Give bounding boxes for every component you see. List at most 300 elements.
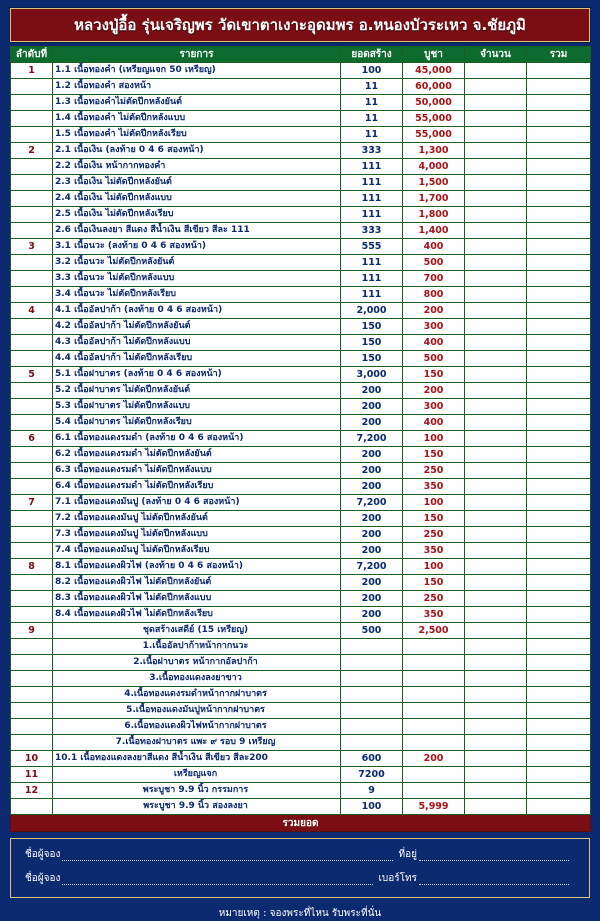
cell-qty: 7,200 [341, 431, 403, 447]
table-row [11, 495, 591, 511]
cell-qty: 111 [341, 175, 403, 191]
cell-qty: 111 [341, 159, 403, 175]
name-label: ชื่อผู้จอง [25, 849, 61, 860]
cell-no: 8 [11, 559, 53, 575]
table-row [11, 191, 591, 207]
cell-no [11, 207, 53, 223]
cell-qty: 11 [341, 127, 403, 143]
cell-item: 1.3 เนื้อทองคำไม่ตัดปีกหลังยันต์ [53, 95, 341, 111]
table-row [11, 623, 591, 639]
cell-no [11, 175, 53, 191]
cell-item: 5.4 เนื้อฝาบาตร ไม่ตัดปีกหลังเรียบ [53, 415, 341, 431]
cell-qty [341, 719, 403, 735]
cell-total[interactable] [527, 111, 591, 127]
price-list-table [10, 46, 591, 832]
cell-total[interactable] [527, 79, 591, 95]
cell-total[interactable] [527, 447, 591, 463]
table-row [11, 319, 591, 335]
cell-no [11, 287, 53, 303]
cell-total[interactable] [527, 623, 591, 639]
cell-price: 350 [403, 543, 465, 559]
cell-total[interactable] [527, 575, 591, 591]
cell-no [11, 95, 53, 111]
cell-no: 11 [11, 767, 53, 783]
cell-no: 6 [11, 431, 53, 447]
cell-amount[interactable] [465, 431, 527, 447]
cell-amount[interactable] [465, 271, 527, 287]
cell-price: 250 [403, 591, 465, 607]
address-input[interactable] [419, 849, 569, 861]
cell-no: 12 [11, 783, 53, 799]
cell-qty [341, 735, 403, 751]
cell-price: 5,999 [403, 799, 465, 815]
cell-total[interactable] [527, 495, 591, 511]
cell-item: 2.6 เนื้อเงินลงยา สีแดง สีน้ำเงิน สีเขียว สีละ 111 [53, 223, 341, 239]
cell-item: 6.2 เนื้อทองแดงรมดำ ไม่ตัดปีกหลังยันต์ [53, 447, 341, 463]
table-row [11, 399, 591, 415]
cell-amount[interactable] [465, 479, 527, 495]
cell-item: 10.1 เนื้อทองแดงลงยาสีแดง สีน้ำเงิน สีเขียว สีละ200 [53, 751, 341, 767]
cell-no [11, 799, 53, 815]
cell-item: 8.1 เนื้อทองแดงผิวไฟ (ลงท้าย 0 4 6 สองหน้า) [53, 559, 341, 575]
cell-amount[interactable] [465, 287, 527, 303]
cell-total[interactable] [527, 431, 591, 447]
cell-total[interactable] [527, 527, 591, 543]
cell-qty: 100 [341, 799, 403, 815]
cell-item: 2.2 เนื้อเงิน หน้ากากทองคำ [53, 159, 341, 175]
cell-item: พระบูชา 9.9 นิ้ว สองลงยา [53, 799, 341, 815]
cell-total[interactable] [527, 303, 591, 319]
cell-no: 1 [11, 63, 53, 79]
cell-qty: 200 [341, 527, 403, 543]
cell-total[interactable] [527, 719, 591, 735]
cell-price: 1,300 [403, 143, 465, 159]
cell-amount[interactable] [465, 95, 527, 111]
cell-item: 2.1 เนื้อเงิน (ลงท้าย 0 4 6 สองหน้า) [53, 143, 341, 159]
column-header-item: รายการ [53, 47, 341, 63]
cell-qty: 100 [341, 63, 403, 79]
cell-item: 7.2 เนื้อทองแดงมันปู ไม่ตัดปีกหลังยันต์ [53, 511, 341, 527]
table-row [11, 351, 591, 367]
table-row [11, 799, 591, 815]
cell-item: 3.4 เนื้อนวะ ไม่ตัดปีกหลังเรียบ [53, 287, 341, 303]
cell-item: 4.3 เนื้ออัลปาก้า ไม่ตัดปีกหลังแบบ [53, 335, 341, 351]
cell-no: 4 [11, 303, 53, 319]
cell-total[interactable] [527, 639, 591, 655]
cell-amount[interactable] [465, 415, 527, 431]
cell-price: 1,800 [403, 207, 465, 223]
cell-no [11, 415, 53, 431]
column-header-no: ลำดับที่ [11, 47, 53, 63]
cell-total[interactable] [527, 415, 591, 431]
cell-item: 4.4 เนื้ออัลปาก้า ไม่ตัดปีกหลังเรียบ [53, 351, 341, 367]
cell-price: 500 [403, 255, 465, 271]
cell-amount[interactable] [465, 383, 527, 399]
cell-qty: 7,200 [341, 559, 403, 575]
cell-price: 1,400 [403, 223, 465, 239]
cell-no [11, 255, 53, 271]
table-row [11, 303, 591, 319]
column-header-total: รวม [527, 47, 591, 63]
cell-qty: 11 [341, 111, 403, 127]
cell-amount[interactable] [465, 255, 527, 271]
cell-no [11, 735, 53, 751]
cell-qty: 3,000 [341, 367, 403, 383]
cell-total[interactable] [527, 559, 591, 575]
cell-no [11, 527, 53, 543]
cell-item: 2.3 เนื้อเงิน ไม่ตัดปีกหลังยันต์ [53, 175, 341, 191]
cell-amount[interactable] [465, 735, 527, 751]
cell-no: 2 [11, 143, 53, 159]
cell-amount[interactable] [465, 447, 527, 463]
table-row [11, 783, 591, 799]
table-row [11, 431, 591, 447]
cell-price: 100 [403, 495, 465, 511]
cell-total[interactable] [527, 767, 591, 783]
cell-amount[interactable] [465, 543, 527, 559]
cell-total[interactable] [527, 463, 591, 479]
table-row [11, 415, 591, 431]
table-row [11, 671, 591, 687]
cell-total[interactable] [527, 687, 591, 703]
cell-qty: 500 [341, 623, 403, 639]
cell-amount[interactable] [465, 495, 527, 511]
table-row [11, 559, 591, 575]
cell-total[interactable] [527, 287, 591, 303]
cell-total[interactable] [527, 751, 591, 767]
cell-amount[interactable] [465, 703, 527, 719]
cell-price: 200 [403, 751, 465, 767]
cell-amount[interactable] [465, 223, 527, 239]
address-label: ที่อยู่ [398, 849, 417, 860]
cell-item: 8.2 เนื้อทองแดงผิวไฟ ไม่ตัดปีกหลังยันต์ [53, 575, 341, 591]
cell-total[interactable] [527, 319, 591, 335]
cell-amount[interactable] [465, 175, 527, 191]
table-row [11, 95, 591, 111]
cell-item: 6.1 เนื้อทองแดงรมดำ (ลงท้าย 0 4 6 สองหน้า) [53, 431, 341, 447]
cell-qty: 600 [341, 751, 403, 767]
cell-item: 7.เนื้อทองฝาบาตร แพะ ๙ รอบ 9 เหรียญ [53, 735, 341, 751]
cell-amount[interactable] [465, 127, 527, 143]
cell-price: 250 [403, 463, 465, 479]
cell-qty: 11 [341, 79, 403, 95]
cell-amount[interactable] [465, 575, 527, 591]
cell-no [11, 159, 53, 175]
cell-total[interactable] [527, 207, 591, 223]
cell-qty: 111 [341, 271, 403, 287]
table-row [11, 143, 591, 159]
booking-row-1 [25, 847, 575, 862]
cell-amount[interactable] [465, 639, 527, 655]
cell-total[interactable] [527, 255, 591, 271]
cell-amount[interactable] [465, 111, 527, 127]
cell-price: 60,000 [403, 79, 465, 95]
cell-no: 5 [11, 367, 53, 383]
cell-item: 1.เนื้ออัลปาก้าหน้ากากนวะ [53, 639, 341, 655]
cell-price: 200 [403, 303, 465, 319]
total-label: รวมยอด [11, 815, 591, 832]
cell-total[interactable] [527, 239, 591, 255]
cell-total[interactable] [527, 175, 591, 191]
cell-total[interactable] [527, 95, 591, 111]
cell-total[interactable] [527, 783, 591, 799]
cell-amount[interactable] [465, 671, 527, 687]
cell-qty [341, 671, 403, 687]
cell-price [403, 783, 465, 799]
page-title: หลวงปู่อื้อ รุ่นเจริญพร วัดเขาตาเงาะอุดมพร อ.หนองบัวระเหว จ.ชัยภูมิ [74, 16, 526, 34]
cell-price [403, 703, 465, 719]
cell-no [11, 607, 53, 623]
cell-total[interactable] [527, 127, 591, 143]
cell-total[interactable] [527, 383, 591, 399]
cell-qty: 200 [341, 447, 403, 463]
cell-price: 350 [403, 607, 465, 623]
table-row [11, 719, 591, 735]
cell-total[interactable] [527, 223, 591, 239]
cell-total[interactable] [527, 191, 591, 207]
cell-price: 45,000 [403, 63, 465, 79]
cell-total[interactable] [527, 543, 591, 559]
column-header-amount: จำนวน [465, 47, 527, 63]
cell-no [11, 191, 53, 207]
table-row [11, 767, 591, 783]
cell-price: 400 [403, 415, 465, 431]
name2-input[interactable] [62, 873, 372, 885]
cell-qty: 200 [341, 383, 403, 399]
cell-no [11, 463, 53, 479]
cell-price: 150 [403, 575, 465, 591]
cell-amount[interactable] [465, 335, 527, 351]
cell-item: เหรียญแจก [53, 767, 341, 783]
table-header-row [11, 47, 591, 63]
cell-amount[interactable] [465, 783, 527, 799]
cell-amount[interactable] [465, 687, 527, 703]
cell-total[interactable] [527, 335, 591, 351]
table-row [11, 703, 591, 719]
cell-no [11, 719, 53, 735]
cell-item: 3.3 เนื้อนวะ ไม่ตัดปีกหลังแบบ [53, 271, 341, 287]
cell-item: 2.5 เนื้อเงิน ไม่ตัดปีกหลังเรียบ [53, 207, 341, 223]
cell-qty: 200 [341, 479, 403, 495]
cell-qty: 7,200 [341, 495, 403, 511]
cell-total[interactable] [527, 799, 591, 815]
table-row [11, 239, 591, 255]
cell-total[interactable] [527, 63, 591, 79]
cell-total[interactable] [527, 479, 591, 495]
column-header-qty: ยอดสร้าง [341, 47, 403, 63]
cell-qty [341, 687, 403, 703]
cell-qty: 111 [341, 191, 403, 207]
cell-amount[interactable] [465, 767, 527, 783]
cell-amount[interactable] [465, 591, 527, 607]
table-body [11, 63, 591, 815]
phone-label: เบอร์โทร [378, 873, 417, 884]
cell-item: 1.2 เนื้อทองคำ สองหน้า [53, 79, 341, 95]
cell-amount[interactable] [465, 159, 527, 175]
cell-item: 5.เนื้อทองแดงมันปูหน้ากากฝาบาตร [53, 703, 341, 719]
cell-price: 500 [403, 351, 465, 367]
cell-amount[interactable] [465, 607, 527, 623]
cell-total[interactable] [527, 271, 591, 287]
cell-no [11, 671, 53, 687]
cell-qty: 200 [341, 511, 403, 527]
cell-price [403, 767, 465, 783]
cell-amount[interactable] [465, 207, 527, 223]
table-row [11, 511, 591, 527]
cell-no [11, 271, 53, 287]
cell-price: 150 [403, 447, 465, 463]
cell-total[interactable] [527, 367, 591, 383]
booking-row-2 [25, 871, 575, 886]
table-total-row [11, 815, 591, 832]
cell-no [11, 399, 53, 415]
cell-amount[interactable] [465, 719, 527, 735]
cell-amount[interactable] [465, 319, 527, 335]
cell-qty: 11 [341, 95, 403, 111]
footer-note: หมายเหตุ : จองพระที่ไหน รับพระที่นั่น [218, 908, 382, 919]
phone-input[interactable] [419, 873, 569, 885]
cell-amount[interactable] [465, 79, 527, 95]
cell-qty: 150 [341, 351, 403, 367]
table-row [11, 607, 591, 623]
cell-price: 300 [403, 399, 465, 415]
cell-amount[interactable] [465, 303, 527, 319]
table-row [11, 463, 591, 479]
cell-item: 7.1 เนื้อทองแดงมันปู (ลงท้าย 0 4 6 สองหน้า) [53, 495, 341, 511]
name2-label: ชื่อผู้จอง [25, 873, 61, 884]
table-row [11, 63, 591, 79]
cell-no: 3 [11, 239, 53, 255]
cell-price [403, 671, 465, 687]
table-row [11, 127, 591, 143]
cell-item: 5.2 เนื้อฝาบาตร ไม่ตัดปีกหลังยันต์ [53, 383, 341, 399]
table-row [11, 207, 591, 223]
cell-item: 4.2 เนื้ออัลปาก้า ไม่ตัดปีกหลังยันต์ [53, 319, 341, 335]
cell-total[interactable] [527, 607, 591, 623]
cell-item: 2.4 เนื้อเงิน ไม่ตัดปีกหลังแบบ [53, 191, 341, 207]
table-row [11, 287, 591, 303]
cell-price: 1,700 [403, 191, 465, 207]
cell-amount[interactable] [465, 751, 527, 767]
cell-price: 800 [403, 287, 465, 303]
cell-price [403, 719, 465, 735]
cell-price: 350 [403, 479, 465, 495]
cell-amount[interactable] [465, 399, 527, 415]
cell-qty: 200 [341, 415, 403, 431]
cell-total[interactable] [527, 735, 591, 751]
cell-qty: 333 [341, 223, 403, 239]
table-row [11, 751, 591, 767]
cell-price: 55,000 [403, 111, 465, 127]
cell-total[interactable] [527, 143, 591, 159]
cell-qty: 9 [341, 783, 403, 799]
cell-price: 50,000 [403, 95, 465, 111]
cell-price [403, 655, 465, 671]
cell-amount[interactable] [465, 799, 527, 815]
cell-qty: 200 [341, 399, 403, 415]
cell-item: 5.1 เนื้อฝาบาตร (ลงท้าย 0 4 6 สองหน้า) [53, 367, 341, 383]
cell-no [11, 223, 53, 239]
cell-total[interactable] [527, 671, 591, 687]
cell-no [11, 127, 53, 143]
table-row [11, 223, 591, 239]
cell-price: 400 [403, 239, 465, 255]
cell-qty: 200 [341, 575, 403, 591]
cell-amount[interactable] [465, 351, 527, 367]
cell-qty [341, 703, 403, 719]
cell-no: 7 [11, 495, 53, 511]
cell-item: 1.5 เนื้อทองคำ ไม่ตัดปีกหลังเรียบ [53, 127, 341, 143]
cell-amount[interactable] [465, 559, 527, 575]
cell-price [403, 735, 465, 751]
cell-amount[interactable] [465, 655, 527, 671]
cell-total[interactable] [527, 351, 591, 367]
cell-qty: 111 [341, 207, 403, 223]
cell-qty: 2,000 [341, 303, 403, 319]
cell-item: 7.4 เนื้อทองแดงมันปู ไม่ตัดปีกหลังเรียบ [53, 543, 341, 559]
cell-amount[interactable] [465, 239, 527, 255]
cell-amount[interactable] [465, 191, 527, 207]
cell-no [11, 639, 53, 655]
cell-qty: 111 [341, 287, 403, 303]
cell-qty: 7200 [341, 767, 403, 783]
cell-amount[interactable] [465, 527, 527, 543]
cell-price: 200 [403, 383, 465, 399]
cell-amount[interactable] [465, 511, 527, 527]
cell-no [11, 351, 53, 367]
table-row [11, 335, 591, 351]
cell-no [11, 543, 53, 559]
cell-total[interactable] [527, 591, 591, 607]
cell-item: 4.1 เนื้ออัลปาก้า (ลงท้าย 0 4 6 สองหน้า) [53, 303, 341, 319]
cell-no [11, 511, 53, 527]
cell-amount[interactable] [465, 143, 527, 159]
cell-price: 150 [403, 367, 465, 383]
cell-amount[interactable] [465, 63, 527, 79]
cell-item: 6.4 เนื้อทองแดงรมดำ ไม่ตัดปีกหลังเรียบ [53, 479, 341, 495]
cell-total[interactable] [527, 703, 591, 719]
table-row [11, 655, 591, 671]
cell-total[interactable] [527, 655, 591, 671]
cell-amount[interactable] [465, 463, 527, 479]
table-row [11, 159, 591, 175]
table-row [11, 367, 591, 383]
cell-amount[interactable] [465, 623, 527, 639]
cell-no [11, 111, 53, 127]
cell-item: 3.1 เนื้อนวะ (ลงท้าย 0 4 6 สองหน้า) [53, 239, 341, 255]
cell-price: 4,000 [403, 159, 465, 175]
cell-item: 7.3 เนื้อทองแดงมันปู ไม่ตัดปีกหลังแบบ [53, 527, 341, 543]
table-row [11, 591, 591, 607]
cell-no [11, 479, 53, 495]
name-input[interactable] [62, 849, 392, 861]
cell-total[interactable] [527, 399, 591, 415]
cell-total[interactable] [527, 159, 591, 175]
cell-item: พระบูชา 9.9 นิ้ว กรรมการ [53, 783, 341, 799]
cell-qty: 555 [341, 239, 403, 255]
cell-no [11, 335, 53, 351]
cell-price: 700 [403, 271, 465, 287]
table-row [11, 543, 591, 559]
cell-qty: 111 [341, 255, 403, 271]
table-row [11, 271, 591, 287]
cell-amount[interactable] [465, 367, 527, 383]
cell-qty: 200 [341, 607, 403, 623]
cell-no [11, 447, 53, 463]
cell-no [11, 383, 53, 399]
cell-price [403, 639, 465, 655]
cell-total[interactable] [527, 511, 591, 527]
